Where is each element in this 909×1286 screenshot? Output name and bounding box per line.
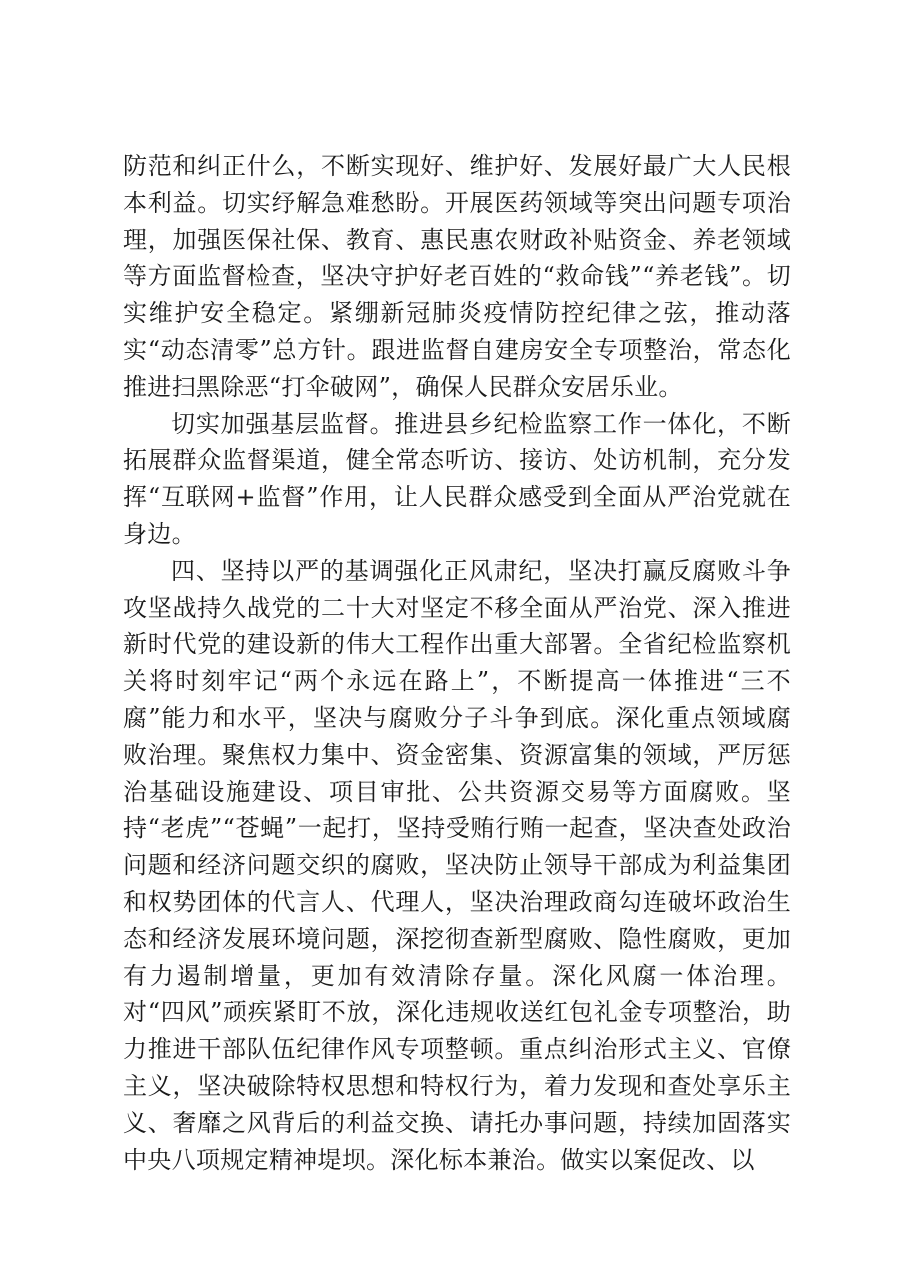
paragraph-3: 四、坚持以严的基调强化正风肃纪，坚决打赢反腐败斗争攻坚战持久战党的二十大对坚定不移全面从严治党、深入推进新时代党的建设新的伟大工程作出重大部署。全省纪检监察机关将时刻牢记“两个永远在路上”，不断提高一体推进“三不腐”能力和水平，坚决与腐败分子斗争到底。深化重点领域腐败治理。聚焦权力集中、资金密集、资源富集的领域，严厉惩治基础设施建设、项目审批、公共资源交易等方面腐败。坚持“老虎”“苍蝇”一起打，坚持受贿行贿一起查，坚决查处政治问题和经济问题交织的腐败，坚决防止领导干部成为利益集团和权势团体的代言人、代理人，坚决治理政商勾连破坏政治生态和经济发展环境问题，深挖彻查新型腐败、隐性腐败，更加有力遏制增量，更加有效清除存量。深化风腐一体治理。对“四风”顽疾紧盯不放，深化违规收送红包礼金专项整治，助力推进干部队伍纪律作风专项整顿。重点纠治形式主义、官僚主义，坚决破除特权思想和特权行为，着力发现和查处享乐主义、奢靡之风背后的利益交换、请托办事问题，持续加固落实中央八项规定精神堤坝。深化标本兼治。做实以案促改、以 xyxy=(123,556,791,1174)
paragraph-1: 防范和纠正什么，不断实现好、维护好、发展好最广大人民根本利益。切实纾解急难愁盼。开展医药领域等突出问题专项治理，加强医保社保、教育、惠民惠农财政补贴资金、养老领域等方面监督检查，坚决守护好老百姓的“救命钱”“养老钱”。切实维护安全稳定。紧绷新冠肺炎疫情防控纪律之弦，推动落实“动态清零”总方针。跟进监督自建房安全专项整治，常态化推进扫黑除恶“打伞破网”，确保人民群众安居乐业。 xyxy=(123,152,791,401)
paragraph-2: 切实加强基层监督。推进县乡纪检监察工作一体化，不断拓展群众监督渠道，健全常态听访、接访、处访机制，充分发挥“互联网+监督”作用，让人民群众感受到全面从严治党就在身边。 xyxy=(123,409,791,548)
document-body xyxy=(123,148,791,1178)
